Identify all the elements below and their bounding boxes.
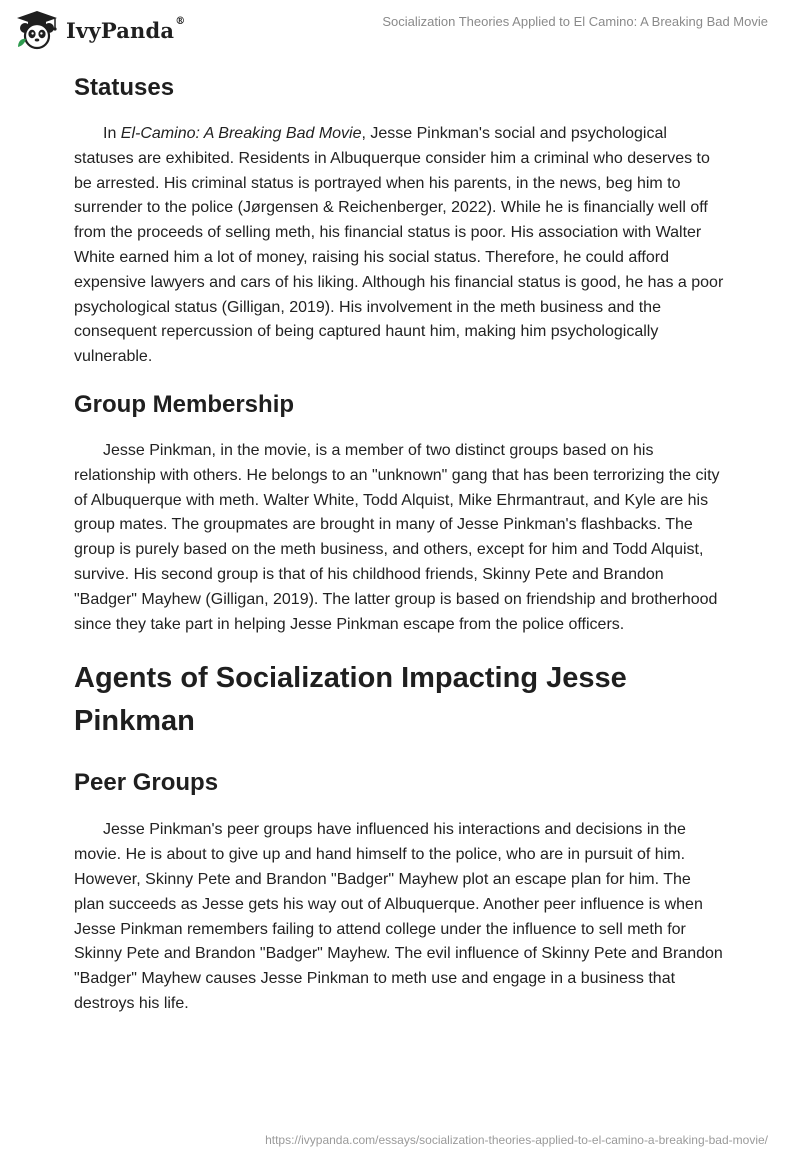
paragraph-peer-groups: Jesse Pinkman's peer groups have influenced his interactions and decisions in the movie. He is about to give up and hand himself to the police, who are in pursuit of him. However, Skinny Pete and Brandon "Badger" Mayhew plot an escape plan for him. The plan succeeds as Jesse gets his way out of Albuquerque. Another peer influence is when Jesse Pinkman remembers failing to attend college under the influence to sell meth for Skinny Pete and Brandon "Badger" Mayhew. The evil influence of Skinny Pete and Brandon "Badger" Mayhew causes Jesse Pinkman to meth use and engage in a business that destroys his life. bbox=[74, 821, 723, 1012]
paragraph-group-membership: Jesse Pinkman, in the movie, is a member of two distinct groups based on his relationship with others. He belongs to an "unknown" gang that has been terrorizing the city of Albuquerque with meth. Walter White, Todd Alquist, Mike Ehrmantraut, and Kyle are his group mates. The groupmates are brought in many of Jesse Pinkman's flashbacks. The group is purely based on the meth business, and others, except for him and Todd Alquist, survive. His second group is that of his childhood friends, Skinny Pete and Brandon "Badger" Mayhew (Gilligan, 2019). The latter group is based on friendship and brotherhood since they take part in helping Jesse Pinkman escape from the police officers. bbox=[74, 441, 720, 633]
essay-content bbox=[74, 70, 724, 1017]
heading-group-membership: Group Membership bbox=[74, 390, 295, 418]
panda-mascot-icon bbox=[14, 10, 60, 50]
film-title: El-Camino: A Breaking Bad Movie bbox=[120, 125, 362, 142]
paragraph-statuses: In El-Camino: A Breaking Bad Movie, Jesse Pinkman's social and psychological statuses are exhibited. Residents in Albuquerque consider him a criminal who deserves to be arrested. His criminal status is portrayed when his parents, in the news, beg him to surrender to the police (Jørgensen & Reichenberger, 2022). While he is financially well off from the proceeds of selling meth, his financial status is poor. His association with Walter White earned him a lot of money, raising his social status. Therefore, he could afford expensive lawyers and cars of his liking. Although his financial status is good, he has a poor psychological status (Gilligan, 2019). His involvement in the meth business and the consequent repercussion of being captured haunt him, making him psychologically vulnerable. bbox=[74, 125, 724, 366]
heading-statuses: Statuses bbox=[74, 74, 175, 101]
source-url[interactable]: https://ivypanda.com/essays/socialization-theories-applied-to-el-camino-a-breaking-bad-movie/ bbox=[265, 1133, 768, 1147]
document-title: Socialization Theories Applied to El Camino: A Breaking Bad Movie bbox=[382, 14, 768, 29]
page-header bbox=[0, 0, 800, 60]
ivypanda-logo[interactable] bbox=[14, 8, 185, 52]
heading-agents-of-socialization: Agents of Socialization Impacting Jesse Pinkman bbox=[74, 662, 627, 738]
heading-peer-groups: Peer Groups bbox=[74, 769, 219, 797]
logo-text: IvyPanda® bbox=[66, 15, 186, 43]
